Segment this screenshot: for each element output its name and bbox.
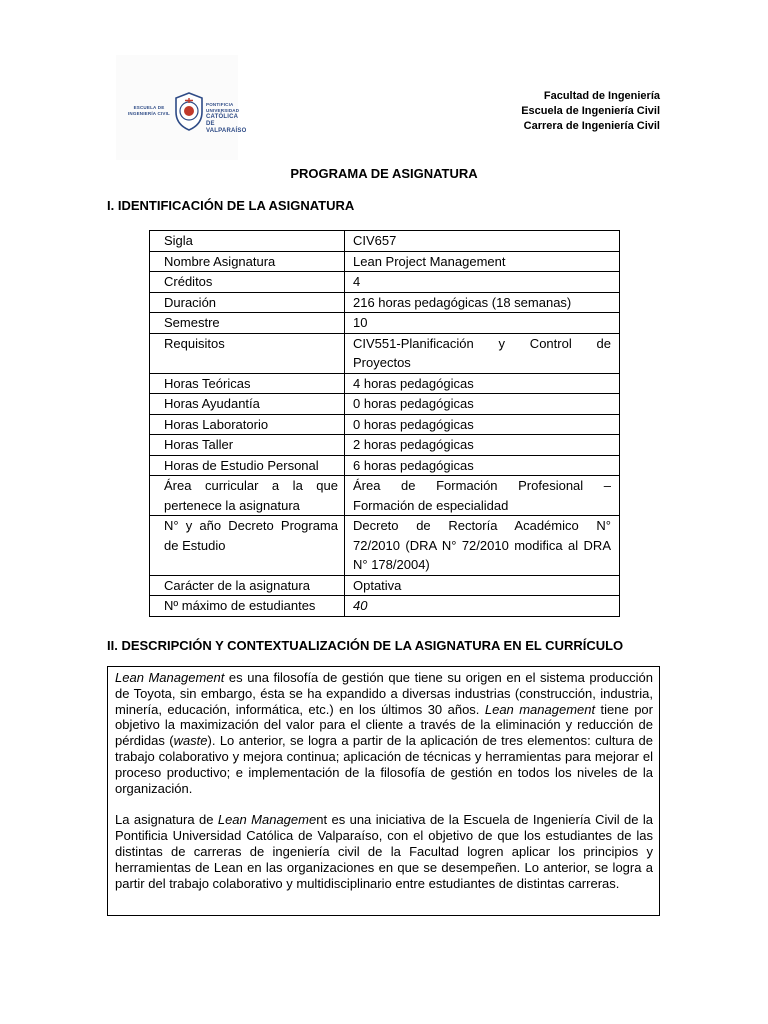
table-row: [150, 313, 620, 334]
section-2-heading: II. DESCRIPCIÓN Y CONTEXTUALIZACIÓN DE LA ASIGNATURA EN EL CURRÍCULO: [107, 638, 624, 653]
row-value: 6 horas pedagógicas: [345, 455, 620, 476]
row-label: Semestre: [150, 313, 345, 334]
row-label: Horas Taller: [150, 435, 345, 456]
row-value: Optativa: [345, 575, 620, 596]
table-row: [150, 516, 620, 576]
row-value: 0 horas pedagógicas: [345, 414, 620, 435]
logo-university-text: PONTIFICIA UNIVERSIDAD CATÓLICA DE VALPARAÍSO: [206, 102, 247, 134]
row-value: CIV551-Planificación y Control de Proyectos: [345, 333, 620, 373]
row-value: 2 horas pedagógicas: [345, 435, 620, 456]
row-label: Horas Laboratorio: [150, 414, 345, 435]
table-row: [150, 455, 620, 476]
table-row: [150, 394, 620, 415]
table-row: [150, 231, 620, 252]
table-row: [150, 373, 620, 394]
row-label: Horas de Estudio Personal: [150, 455, 345, 476]
document-title: PROGRAMA DE ASIGNATURA: [290, 166, 478, 181]
row-label: Horas Ayudantía: [150, 394, 345, 415]
row-value: 216 horas pedagógicas (18 semanas): [345, 292, 620, 313]
university-seal-icon: [174, 92, 204, 131]
table-row: [150, 292, 620, 313]
faculty-header: [521, 89, 660, 134]
university-logo: [116, 55, 247, 160]
logo-school-text: ESCUELA DE INGENIERÍA CIVIL: [127, 105, 171, 116]
row-label: Nº máximo de estudiantes: [150, 596, 345, 617]
row-value: Área de Formación Profesional – Formación de especialidad: [345, 476, 620, 516]
table-row: [150, 251, 620, 272]
table-row: [150, 333, 620, 373]
faculty-name: Facultad de Ingeniería: [543, 90, 660, 102]
section-1-heading: I. IDENTIFICACIÓN DE LA ASIGNATURA: [107, 198, 355, 213]
table-row: [150, 435, 620, 456]
row-value: 4 horas pedagógicas: [345, 373, 620, 394]
school-name: Escuela de Ingeniería Civil: [521, 105, 660, 117]
row-value: CIV657: [345, 231, 620, 252]
row-value: 40: [345, 596, 620, 617]
description-box: [107, 666, 660, 916]
row-value: 0 horas pedagógicas: [345, 394, 620, 415]
description-paragraph-1: Lean Management es una filosofía de gestión que tiene su origen en el sistema producción de Toyota, sin embargo, ésta se ha expandido a diversas industrias (construcción, industria, minería, educación, informática, etc.) en los últimos 30 años. Lean management tiene por objetivo la maximización del valor para el cliente a través de la eliminación y reducción de pérdidas (waste). Lo anterior, se logra a partir de la aplicación de tres elementos: cultura de trabajo colaborativo y mejora continua; aplicación de técnicas y herramientas para mejorar el proceso productivo; e implementación de la filosofía de gestión en todos los niveles de la organización.: [115, 670, 653, 796]
table-row: [150, 272, 620, 293]
course-info-table: [149, 230, 620, 617]
table-row: [150, 414, 620, 435]
row-value: Decreto de Rectoría Académico N° 72/2010 (DRA N° 72/2010 modifica al DRA N° 178/2004): [345, 516, 620, 576]
row-label: Créditos: [150, 272, 345, 293]
row-label: Sigla: [150, 231, 345, 252]
row-label: Nombre Asignatura: [150, 251, 345, 272]
row-label: Área curricular a la que pertenece la asignatura: [150, 476, 345, 516]
row-label: Requisitos: [150, 333, 345, 373]
row-value: 4: [345, 272, 620, 293]
row-label: Carácter de la asignatura: [150, 575, 345, 596]
description-paragraph-2: La asignatura de Lean Management es una iniciativa de la Escuela de Ingeniería Civil de la Pontificia Universidad Católica de Valparaíso, con el objetivo de que los estudiantes de las distintas de carreras de ingeniería civil de la Facultad logren aplicar los principios y herramientas de Lean en las organizaciones en que se desempeñen. Lo anterior, se logra a partir del trabajo colaborativo y multidisciplinario entre estudiantes de distintas carreras.: [115, 812, 654, 891]
row-value: 10: [345, 313, 620, 334]
row-value: Lean Project Management: [345, 251, 620, 272]
row-label: Duración: [150, 292, 345, 313]
row-label: Horas Teóricas: [150, 373, 345, 394]
table-row: [150, 596, 620, 617]
table-row: [150, 476, 620, 516]
career-name: Carrera de Ingeniería Civil: [523, 120, 660, 132]
table-row: [150, 575, 620, 596]
row-label: N° y año Decreto Programa de Estudio: [150, 516, 345, 576]
